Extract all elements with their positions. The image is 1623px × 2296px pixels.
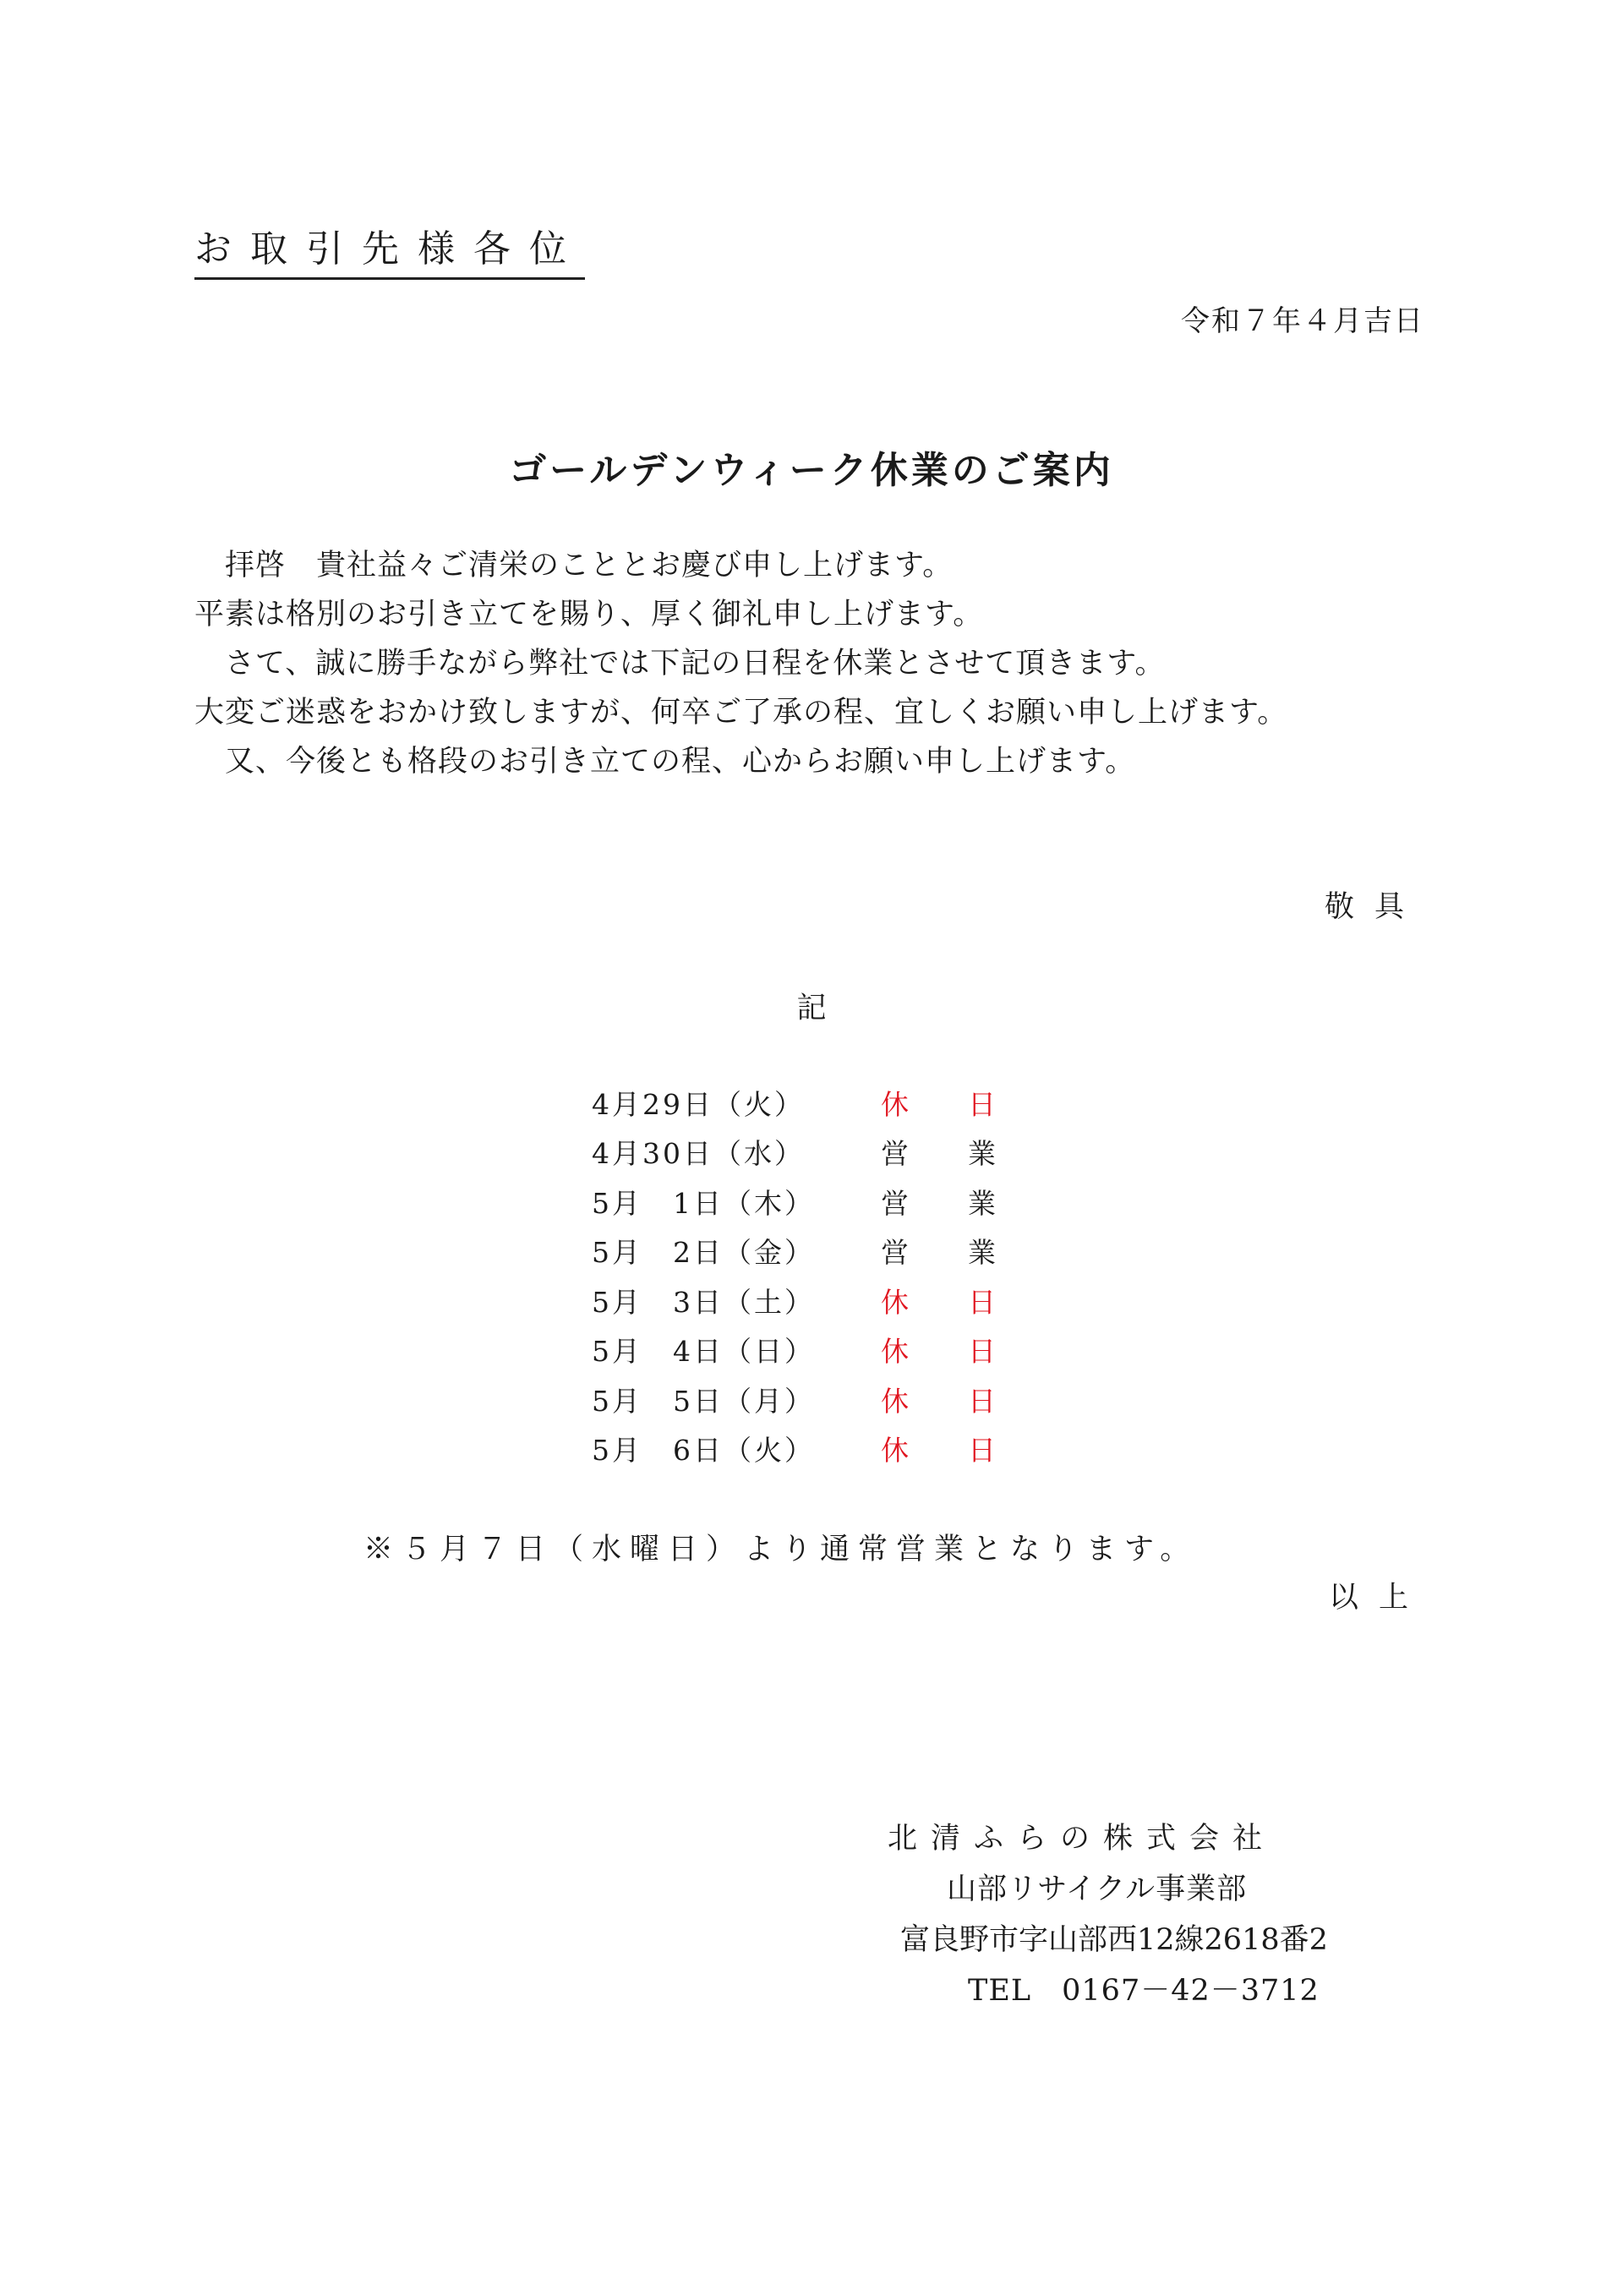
company-name: 北清ふらの株式会社 <box>888 1822 1276 1856</box>
company-phone: TEL 0167－42－3712 <box>968 1974 1320 2008</box>
schedule-date: 4月30日（水） <box>592 1137 805 1171</box>
ki-heading: 記 <box>796 992 827 1025</box>
schedule-date: 4月29日（火） <box>592 1087 805 1121</box>
schedule-date: 5月 3日（土） <box>592 1285 815 1319</box>
document-date: 令和７年４月吉日 <box>1181 304 1424 338</box>
body-line: 拝啓 貴社益々ご清栄のこととお慶び申し上げます。 <box>194 549 954 582</box>
schedule-row <box>592 1128 1055 1178</box>
schedule-row <box>592 1078 1055 1128</box>
schedule-row <box>592 1177 1055 1227</box>
schedule-table <box>592 1078 1055 1473</box>
schedule-row <box>592 1276 1055 1326</box>
recipient-heading: お取引先様各位 <box>194 218 585 280</box>
schedule-status: 休日 <box>881 1285 1055 1319</box>
schedule-date: 5月 6日（火） <box>592 1434 815 1468</box>
resume-note: ※５月７日（水曜日）より通常営業となります。 <box>363 1533 1199 1566</box>
body-line: 又、今後とも格段のお引き立ての程、心からお願い申し上げます。 <box>194 745 1136 779</box>
company-department: 山部リサイクル事業部 <box>947 1872 1248 1906</box>
body-line: 大変ご迷惑をおかけ致しますが、何卒ご了承の程、宜しくお願い申し上げます。 <box>194 696 1288 730</box>
schedule-status: 休日 <box>881 1335 1055 1369</box>
closing-keigu: 敬具 <box>1324 890 1424 924</box>
company-block <box>888 1813 1328 2016</box>
company-address: 富良野市字山部西12線2618番2 <box>900 1923 1328 1957</box>
schedule-status: 営業 <box>881 1186 1055 1220</box>
closing-ijou: 以上 <box>1328 1581 1429 1615</box>
schedule-row <box>592 1424 1055 1474</box>
schedule-row <box>592 1326 1055 1375</box>
body-line: さて、誠に勝手ながら弊社では下記の日程を休業とさせて頂きます。 <box>194 647 1166 681</box>
schedule-row <box>592 1375 1055 1424</box>
schedule-status: 休日 <box>881 1384 1055 1418</box>
document-title: ゴールデンウィーク休業のご案内 <box>509 449 1114 492</box>
schedule-date: 5月 5日（月） <box>592 1384 815 1418</box>
schedule-row <box>592 1227 1055 1276</box>
schedule-date: 5月 4日（日） <box>592 1335 815 1369</box>
schedule-status: 休日 <box>881 1087 1055 1121</box>
schedule-date: 5月 1日（木） <box>592 1186 815 1220</box>
schedule-status: 営業 <box>881 1236 1055 1270</box>
schedule-date: 5月 2日（金） <box>592 1236 815 1270</box>
body-text <box>194 541 1287 786</box>
schedule-status: 営業 <box>881 1137 1055 1171</box>
body-line: 平素は格別のお引き立てを賜り、厚く御礼申し上げます。 <box>194 598 984 631</box>
schedule-status: 休日 <box>881 1434 1055 1468</box>
